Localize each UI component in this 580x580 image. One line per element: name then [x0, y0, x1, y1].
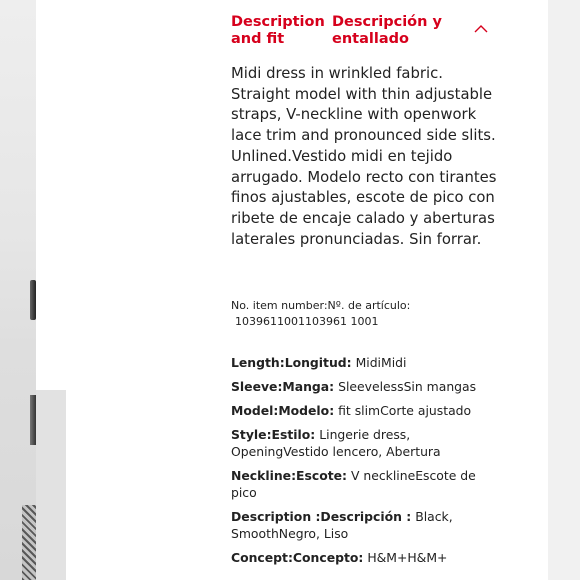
- attribute-length: [231, 354, 499, 371]
- attribute-value: V necklineEscote de pico: [231, 468, 476, 500]
- attribute-key: Description :Descripción :: [231, 509, 412, 524]
- accordion-title-es: Descripción y entallado: [332, 14, 442, 47]
- chevron-up-icon[interactable]: [474, 24, 488, 34]
- product-photo-edge: [0, 0, 36, 580]
- attribute-key: Model:Modelo:: [231, 403, 335, 418]
- attribute-value: Lingerie dress, OpeningVestido lencero, Abertura: [231, 427, 441, 459]
- photo-background: [36, 390, 66, 580]
- page-edge: [548, 0, 580, 580]
- item-number-value: 1039611001103961 1001: [235, 315, 379, 328]
- attribute-model: [231, 402, 499, 419]
- item-number-label: No. item number:Nº. de artículo:: [231, 299, 411, 312]
- attribute-key: Sleeve:Manga:: [231, 379, 335, 394]
- attribute-value: MidiMidi: [355, 355, 407, 370]
- attribute-value: fit slimCorte ajustado: [338, 403, 472, 418]
- attribute-key: Concept:Concepto:: [231, 550, 364, 565]
- attribute-description: [231, 508, 499, 542]
- attribute-key: Style:Estilo:: [231, 427, 316, 442]
- details-panel-extension: [66, 390, 174, 580]
- product-description: Midi dress in wrinkled fabric. Straight model with thin adjustable straps, V-neckline with openwork lace trim and pronounced side slits. Unlined.Vestido midi en tejido arrugado. Modelo recto con tirantes finos ajustables, escote de pico con ribete de encaje calado y aberturas laterales pronunciadas. Sin forrar.: [231, 65, 497, 248]
- description-accordion-header[interactable]: [231, 14, 501, 54]
- accordion-title-en: Description and fit: [231, 14, 325, 47]
- photo-background: [36, 0, 174, 390]
- attribute-key: Length:Longitud:: [231, 355, 352, 370]
- photo-detail: [22, 505, 36, 580]
- attribute-key: Neckline:Escote:: [231, 468, 348, 483]
- attribute-sleeve: [231, 378, 499, 395]
- attribute-neckline: [231, 467, 499, 501]
- attribute-value: SleevelessSin mangas: [338, 379, 477, 394]
- attribute-concept: [231, 549, 499, 566]
- attributes-list: [231, 354, 499, 573]
- attribute-value: Black, SmoothNegro, Liso: [231, 509, 453, 541]
- attribute-value: H&M+H&M+: [367, 550, 448, 565]
- attribute-style: [231, 426, 499, 460]
